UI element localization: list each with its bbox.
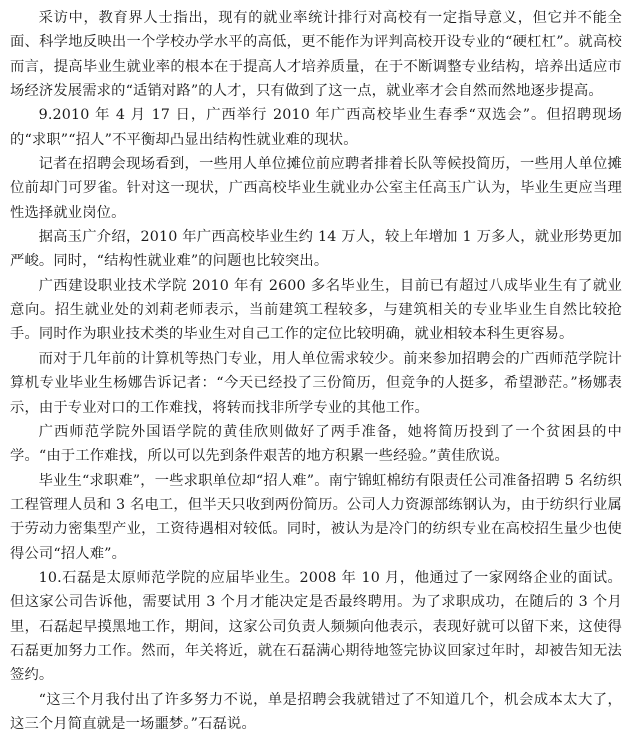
paragraph-employment-rate-commentary: 采访中，教育界人士指出，现有的就业率统计排行对高校有一定指导意义，但它并不能全面、科学地反映出一个学校办学水平的高低，更不能作为评判高校开设专业的“硬杠杠”。就高校而言，提高毕业生就业率的根本在于提高人才培养质量，在于不断调整专业结构，培养出适应市场经济发展需求的“适销对路”的人才，只有做到了这一点，就业率才会自然而然地逐步提高。 (10, 10, 622, 100)
paragraph-job-fair-scene: 记者在招聘会现场看到，一些用人单位摊位前应聘者排着长队等候投简历，一些用人单位摊位前却门可罗雀。针对这一现状，广西高校毕业生就业办公室主任高玉广认为，毕业生更应当理性选择就业岗位。 (10, 156, 622, 221)
paragraph-quote-shi-lei: “这三个月我付出了许多努力不说，单是招聘会我就错过了不知道几个，机会成本太大了，这三个月简直就是一场噩梦。”石磊说。 (10, 691, 622, 732)
paragraph-construction-college: 广西建设职业技术学院 2010 年有 2600 多名毕业生，目前已有超过八成毕业生有了就业意向。招生就业处的刘莉老师表示，当前建筑工程较多，与建筑相关的专业毕业生自然比较抢手。同时作为职业技术类的毕业生对自己工作的定位比较明确，就业相较本科生更容易。 (10, 277, 622, 343)
paragraph-computer-major: 而对于几年前的计算机等热门专业，用人单位需求较少。前来参加招聘会的广西师范学院计算机专业毕业生杨娜告诉记者：“今天已经投了三份简历，但竞争的人挺多，希望渺茫。”杨娜表示，由于专业对口的工作难找，将转而找非所学专业的其他工作。 (10, 350, 622, 416)
paragraph-foreign-language-student: 广西师范学院外国语学院的黄佳欣则做好了两手准备，她将简历投到了一个贫困县的中学。“由于工作难找，所以可以先到条件艰苦的地方积累一些经验。”黄佳欣说。 (10, 423, 622, 465)
paragraph-textile-company: 毕业生“求职难”，一些求职单位却“招人难”。南宁锦虹棉纺有限责任公司准备招聘 5 名纺织工程管理人员和 3 名电工，但半天只收到两份简历。公司人力资源部练钢认为，由于纺织行业属于劳动力密集型产业，工资待遇相对较低。同时，被认为是冷门的纺织专业在高校招生量少也使得公司“招人难”。 (10, 472, 622, 562)
paragraph-item-10-intro: 10.石磊是太原师范学院的应届毕业生。2008 年 10 月，他通过了一家网络企业的面试。但这家公司告诉他，需要试用 3 个月才能决定是否最终聘用。为了求职成功，在随后的 3 个月里，石磊起早摸黑地工作，期间，这家公司负责人频频向他表示，表现好就可以留下来，这使得石磊更加努力工作。然而，年关将近，就在石磊满心期待地签完协议回家过年时，却被告知无法签约。 (10, 569, 622, 684)
paragraph-item-9-intro: 9.2010 年 4 月 17 日，广西举行 2010 年广西高校毕业生春季“双选会”。但招聘现场的“求职”“招人”不平衡却凸显出结构性就业难的现状。 (10, 107, 622, 148)
paragraph-graduate-numbers: 据高玉广介绍，2010 年广西高校毕业生约 14 万人，较上年增加 1 万多人，就业形势更加严峻。同时，“结构性就业难”的问题也比较突出。 (10, 229, 622, 270)
